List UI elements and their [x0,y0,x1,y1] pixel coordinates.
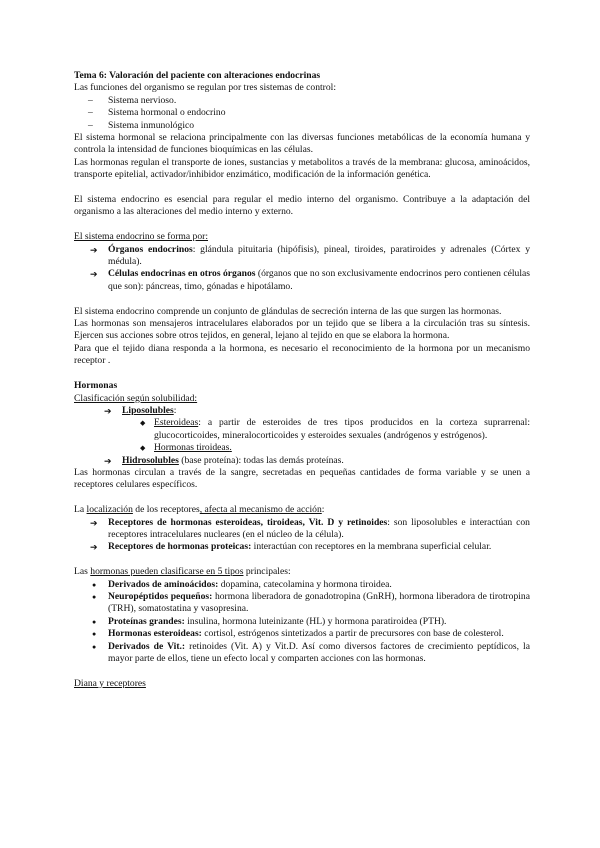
hormones-heading: Hormonas [74,380,118,392]
formed-list [74,244,530,294]
list-item: ➔ Órganos endocrinos: glándula pituitaria (hipófisis), pineal, tiroides, paratiroides y adrenales (Córtex y médula). [74,244,530,269]
control-systems-list [74,95,530,132]
hormone-types-list [74,579,530,666]
paragraph-target: Para que el tejido diana responda a la hormona, es necesario el reconocimiento de la hormona por un mecanismo receptor . [74,342,530,367]
solubility-heading: Clasificación según solubilidad: [74,392,198,404]
list-item: ➔ Receptores de hormonas proteicas: interactúan con receptores en la membrana superficial celular. [74,541,530,553]
hidrosolubles-list [74,455,530,467]
list-item: – Sistema inmunológico [74,120,530,132]
formed-heading: El sistema endocrino se forma por: [74,231,209,243]
list-item: ◆ Hormonas tiroideas. [74,442,530,454]
receptors-list [74,517,530,554]
list-item: ➔ Hidrosolubles (base proteína): todas las demás proteínas. [74,455,530,467]
solubility-list [74,405,530,417]
list-item: ◆ Esteroideas: a partir de esteroides de tres tipos producidos en la corteza suprarrenal: glucocorticoides, mineralocorticoides y esteroides sexuales (andrógenos y estrógenos). [74,417,530,442]
list-item: ➔ Células endocrinas en otros órganos (órganos que no son exclusivamente endocrinos pero contienen células que son): páncreas, timo, gónadas e hipotálamo. [74,268,530,293]
list-item: – Sistema hormonal o endocrino [74,107,530,119]
intro-text: Las funciones del organismo se regulan por tres sistemas de control: [74,82,336,94]
list-item: ● Derivados de Vit.: retinoides (Vit. A) y Vit.D. Así como diversos factores de crecimiento peptídicos, la mayor parte de ellos, tiene un efecto local y comparten acciones con las hormonas. [74,641,530,666]
list-item: ● Hormonas esteroideas: cortisol, estrógenos sintetizados a partir de precursores con base de colesterol. [74,628,530,640]
paragraph-messengers: Las hormonas son mensajeros intracelulares elaborados por un tejido que se libera a la circulación tras su síntesis. Ejercen sus acciones sobre otros tejidos, en general, lejano al tejido en que se elabora la hormona. [74,318,530,342]
list-item: ● Neuropéptidos pequeños: hormona liberadora de gonadotropina (GnRH), hormona liberadora de tirotropina (TRH), somatostatina y vasopresina. [74,591,530,616]
list-item: ➔ Receptores de hormonas esteroideas, tiroideas, Vit. D y retinoides: son liposolubles e interactúan con receptores intracelulares nucleares (en el núcleo de la célula). [74,517,530,542]
paragraph-essential: El sistema endocrino es esencial para regular el medio interno del organismo. Contribuye a la adaptación del organismo a las alteraciones del medio interno y externo. [74,194,530,218]
page-title: Tema 6: Valoración del paciente con alteraciones endocrinas [74,70,321,81]
liposolubles-sublist [74,417,530,454]
paragraph-circulate: Las hormonas circulan a través de la sangre, secretadas en pequeñas cantidades de forma variable y se unen a receptores celulares específicos. [74,466,530,491]
paragraph-comprises: El sistema endocrino comprende un conjunto de glándulas de secreción interna de las que surgen las hormonas. [74,305,502,317]
paragraph-regulate: Las hormonas regulan el transporte de iones, sustancias y metabolitos a través de la membrana: glucosa, aminoácidos, transporte epitelial, activador/inhibidor enzimático, modificación de la información genética. [74,156,530,181]
list-item: – Sistema nervioso. [74,95,530,107]
paragraph-hormonal: El sistema hormonal se relaciona principalmente con las diversas funciones metabólicas de la economía humana y controla la intensidad de funciones bioquímicas en las células. [74,132,530,156]
list-item: ➔ Liposolubles: [74,405,530,417]
receptor-location-heading: La localización de los receptores, afecta al mecanismo de acción: [74,504,325,516]
list-item: ● Proteínas grandes: insulina, hormona luteinizante (HL) y hormona paratiroidea (PTH). [74,616,530,628]
diana-heading: Diana y receptores [74,677,146,689]
types-heading: Las hormonas pueden clasificarse en 5 tipos principales: [74,566,291,578]
list-item: ● Derivados de aminoácidos: dopamina, catecolamina y hormona tiroidea. [74,579,530,591]
